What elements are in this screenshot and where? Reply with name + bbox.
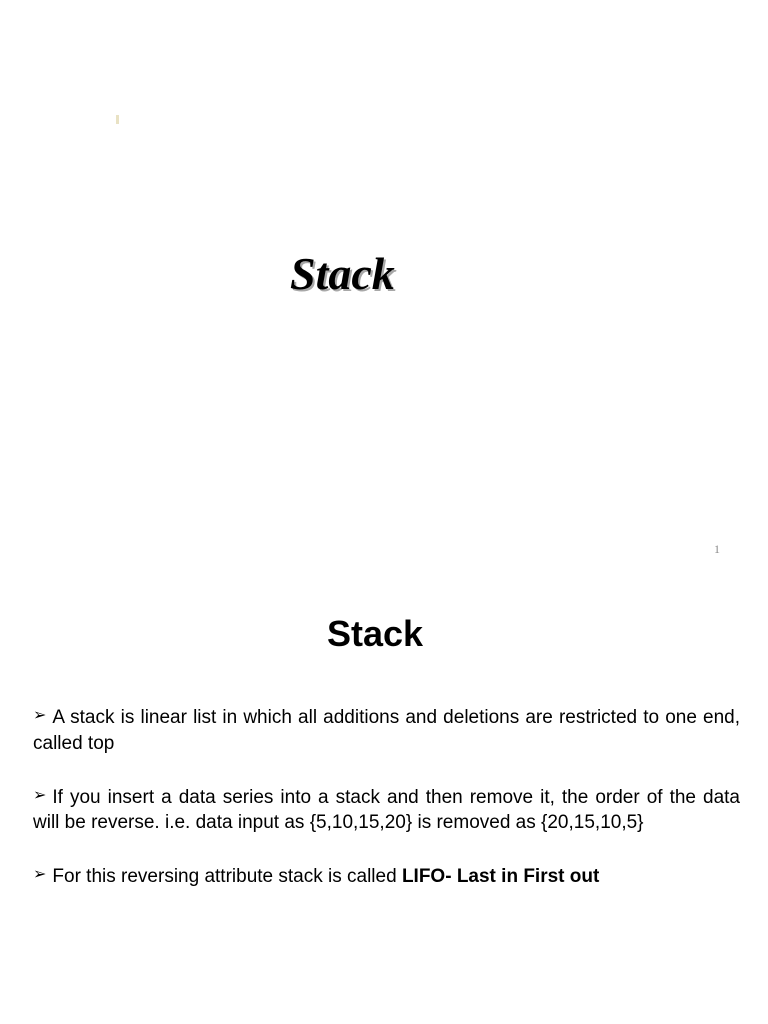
bullet-list [33, 702, 740, 915]
slide-title: Stack [290, 248, 395, 299]
bullet-item [33, 702, 740, 756]
bullet-item [33, 861, 740, 890]
content-slide [0, 576, 768, 1024]
bullet-text: For this reversing attribute stack is called [52, 866, 402, 888]
page-number: 1 [714, 542, 720, 556]
arrowhead-bullet-icon: ➢ [33, 784, 47, 804]
arrowhead-bullet-icon: ➢ [33, 864, 47, 884]
bullet-item [33, 782, 740, 836]
bullet-text: If you insert a data series into a stack and then remove it, the order of the data will be reverse. i.e. data input as {5,10,15,20} is removed as {20,15,10,5} [33, 786, 740, 834]
decorative-mark [116, 115, 119, 124]
arrowhead-bullet-icon: ➢ [33, 705, 47, 724]
bullet-text: A stack is linear list in which all additions and deletions are restricted to one end, called top [33, 707, 740, 754]
slide-heading: Stack [326, 613, 424, 654]
lifo-term: LIFO- Last in First out [401, 866, 600, 888]
